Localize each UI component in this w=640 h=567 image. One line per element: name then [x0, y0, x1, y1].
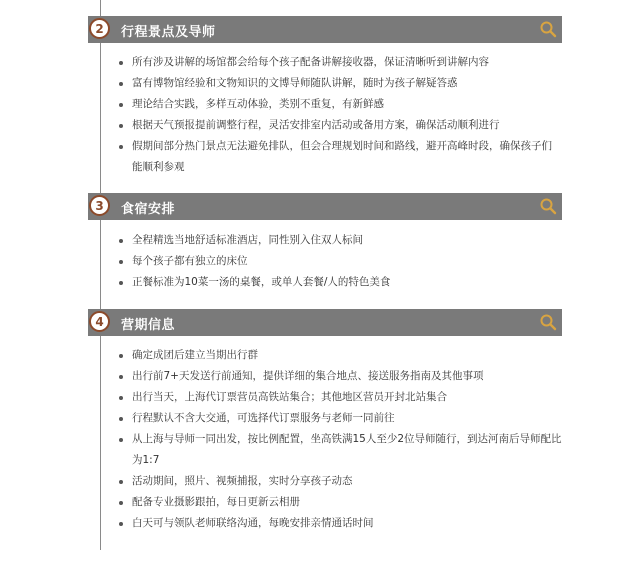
bullet-list — [118, 345, 562, 534]
section-number: 3 — [89, 195, 110, 216]
list-item: 确定成团后建立当期出行群 — [118, 345, 562, 366]
list-item: 所有涉及讲解的场馆都会给每个孩子配备讲解接收器，保证清晰听到讲解内容 — [118, 52, 562, 73]
section-header — [88, 16, 562, 43]
timeline-line — [100, 0, 101, 550]
list-item: 从上海与导师一同出发，按比例配置，坐高铁满15人至少2位导师随行，到达河南后导师配比为1:7 — [118, 429, 562, 471]
section-title: 营期信息 — [121, 318, 176, 333]
section-header — [88, 193, 562, 220]
search-icon[interactable] — [539, 313, 557, 331]
section-title: 行程景点及导师 — [121, 25, 216, 40]
search-icon[interactable] — [539, 20, 557, 38]
list-item: 全程精选当地舒适标准酒店，同性别入住双人标间 — [118, 230, 562, 251]
list-item: 活动期间，照片、视频捕报，实时分享孩子动态 — [118, 471, 562, 492]
list-item: 出行前7+天发送行前通知，提供详细的集合地点、接送服务指南及其他事项 — [118, 366, 562, 387]
list-item: 假期间部分热门景点无法避免排队，但会合理规划时间和路线，避开高峰时段，确保孩子们能顺利参观 — [118, 136, 562, 178]
list-item: 出行当天，上海代订票营员高铁站集合；其他地区营员开封北站集合 — [118, 387, 562, 408]
list-item: 行程默认不含大交通，可选择代订票服务与老师一同前往 — [118, 408, 562, 429]
section-itinerary — [88, 16, 562, 173]
list-item: 正餐标准为10菜一汤的桌餐，或单人套餐/人的特色美食 — [118, 272, 562, 293]
section-header — [88, 309, 562, 336]
section-accommodation — [88, 193, 562, 288]
list-item: 每个孩子都有独立的床位 — [118, 251, 562, 272]
list-item: 理论结合实践，多样互动体验，类别不重复，有新鲜感 — [118, 94, 562, 115]
section-number: 2 — [89, 18, 110, 39]
section-title: 食宿安排 — [121, 202, 176, 217]
list-item: 根据天气预报提前调整行程，灵活安排室内活动或备用方案，确保活动顺利进行 — [118, 115, 562, 136]
list-item: 富有博物馆经验和文物知识的文博导师随队讲解，随时为孩子解疑答惑 — [118, 73, 562, 94]
section-camp-info — [88, 309, 562, 529]
search-icon[interactable] — [539, 197, 557, 215]
bullet-list — [118, 230, 562, 293]
bullet-list — [118, 52, 562, 178]
list-item: 配备专业摄影跟拍，每日更新云相册 — [118, 492, 562, 513]
list-item: 白天可与领队老师联络沟通，每晚安排亲情通话时间 — [118, 513, 562, 534]
section-number: 4 — [89, 311, 110, 332]
